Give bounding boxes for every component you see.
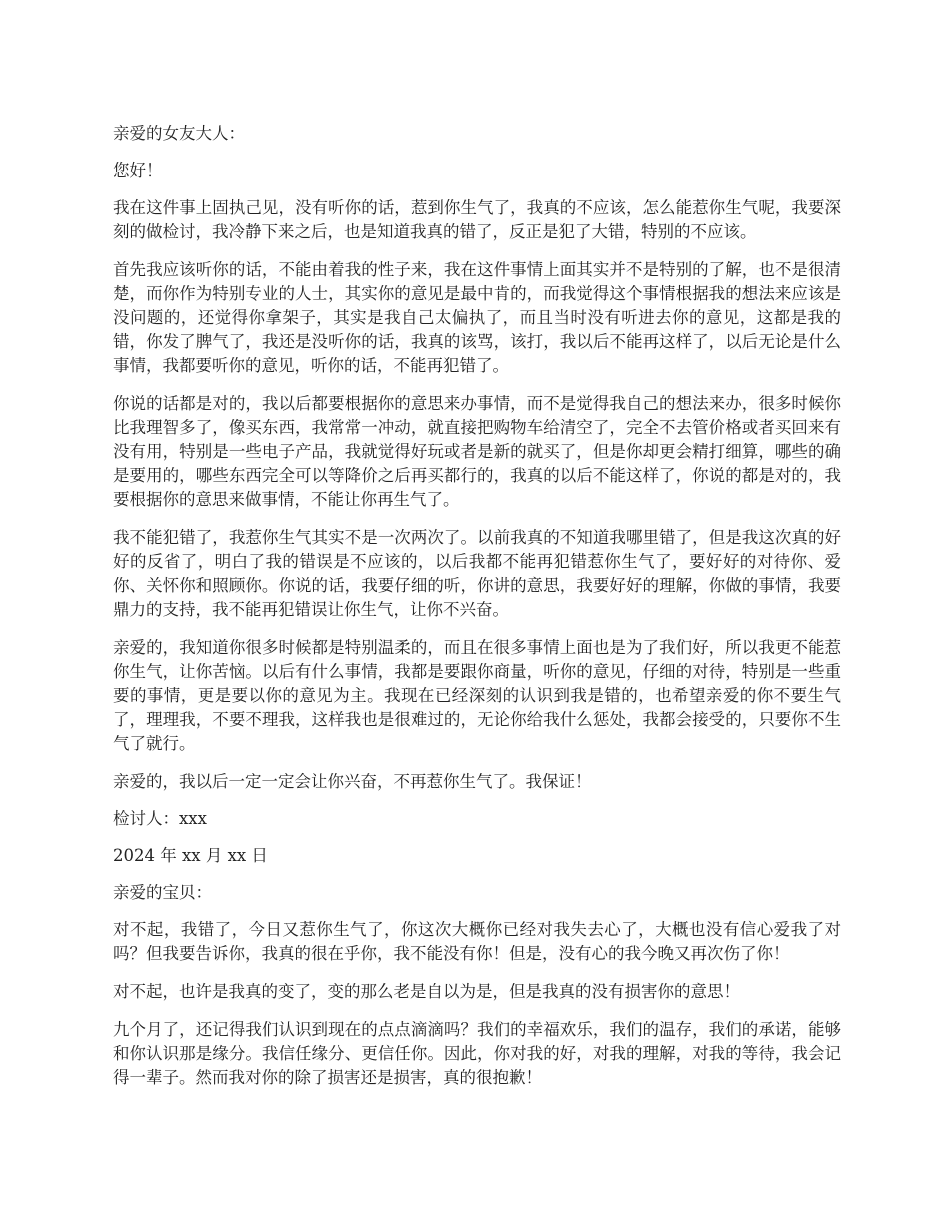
promise-line: 亲爱的，我以后一定一定会让你兴奋，不再惹你生气了。我保证！	[113, 772, 592, 791]
paragraph: 我在这件事上固执己见，没有听你的话，惹到你生气了，我真的不应该，怎么能惹你生气呢，我要深刻的做检讨，我冷静下来之后，也是知道我真的错了，反正是犯了大错，特别的不应该。	[113, 198, 841, 241]
salutation: 亲爱的女友大人：	[113, 124, 245, 143]
paragraph: 对不起，也许是我真的变了，变的那么老是自以为是，但是我真的没有损害你的意思！	[113, 982, 740, 1001]
paragraph: 九个月了，还记得我们认识到现在的点点滴滴吗？我们的幸福欢乐，我们的温存，我们的承诺，能够和你认识那是缘分。我信任缘分、更信任你。因此，你对我的好，对我的理解，对我的等待，我会记得一辈子。然而我对你的除了损害还是损害，真的很抱歉！	[113, 1020, 841, 1087]
paragraph: 我不能犯错了，我惹你生气其实不是一次两次了。以前我真的不知道我哪里错了，但是我这次真的好好的反省了，明白了我的错误是不应该的，以后我都不能再犯错惹你生气了，要好好的对待你、爱你、关怀你和照顾你。你说的话，我要仔细的听，你讲的意思，我要好好的理解，你做的事情，我要鼎力的支持，我不能再犯错误让你生气，让你不兴奋。	[113, 528, 841, 619]
paragraph: 亲爱的，我知道你很多时候都是特别温柔的，而且在很多事情上面也是为了我们好，所以我更不能惹你生气，让你苦恼。以后有什么事情，我都是要跟你商量，听你的意见，仔细的对待，特别是一些重要的事情，更是要以你的意见为主。我现在已经深刻的认识到我是错的，也希望亲爱的你不要生气了，理理我，不要不理我，这样我也是很难过的，无论你给我什么惩处，我都会接受的，只要你不生气了就行。	[113, 638, 841, 753]
signature-line: 检讨人：xxx	[113, 809, 207, 828]
paragraph: 你说的话都是对的，我以后都要根据你的意思来办事情，而不是觉得我自己的想法来办，很多时候你比我理智多了，像买东西，我常常一冲动，就直接把购物车给清空了，完全不去管价格或者买回来有没有用，特别是一些电子产品，我就觉得好玩或者是新的就买了，但是你却更会精打细算，哪些的确是要用的，哪些东西完全可以等降价之后再买都行的，我真的以后不能这样了，你说的都是对的，我要根据你的意思来做事情，不能让你再生气了。	[113, 394, 841, 509]
document-body	[113, 122, 841, 1104]
paragraph: 首先我应该听你的话，不能由着我的性子来，我在这件事情上面其实并不是特别的了解，也不是很清楚，而你作为特别专业的人士，其实你的意见是最中肯的，而我觉得这个事情根据我的想法来应该是没问题的，还觉得你拿架子，其实是我自己太偏执了，而且当时没有听进去你的意见，这都是我的错，你发了脾气了，我还是没听你的话，我真的该骂，该打，我以后不能再这样了，以后无论是什么事情，我都要听你的意见，听你的话，不能再犯错了。	[113, 260, 841, 375]
date-line: 2024 年 xx 月 xx 日	[113, 846, 268, 865]
salutation-2: 亲爱的宝贝：	[113, 883, 212, 902]
paragraph: 对不起，我错了，今日又惹你生气了，你这次大概你已经对我失去心了，大概也没有信心爱我了对吗？但我要告诉你，我真的很在乎你，我不能没有你！但是，没有心的我今晚又再次伤了你！	[113, 920, 841, 963]
greeting: 您好！	[113, 161, 163, 180]
